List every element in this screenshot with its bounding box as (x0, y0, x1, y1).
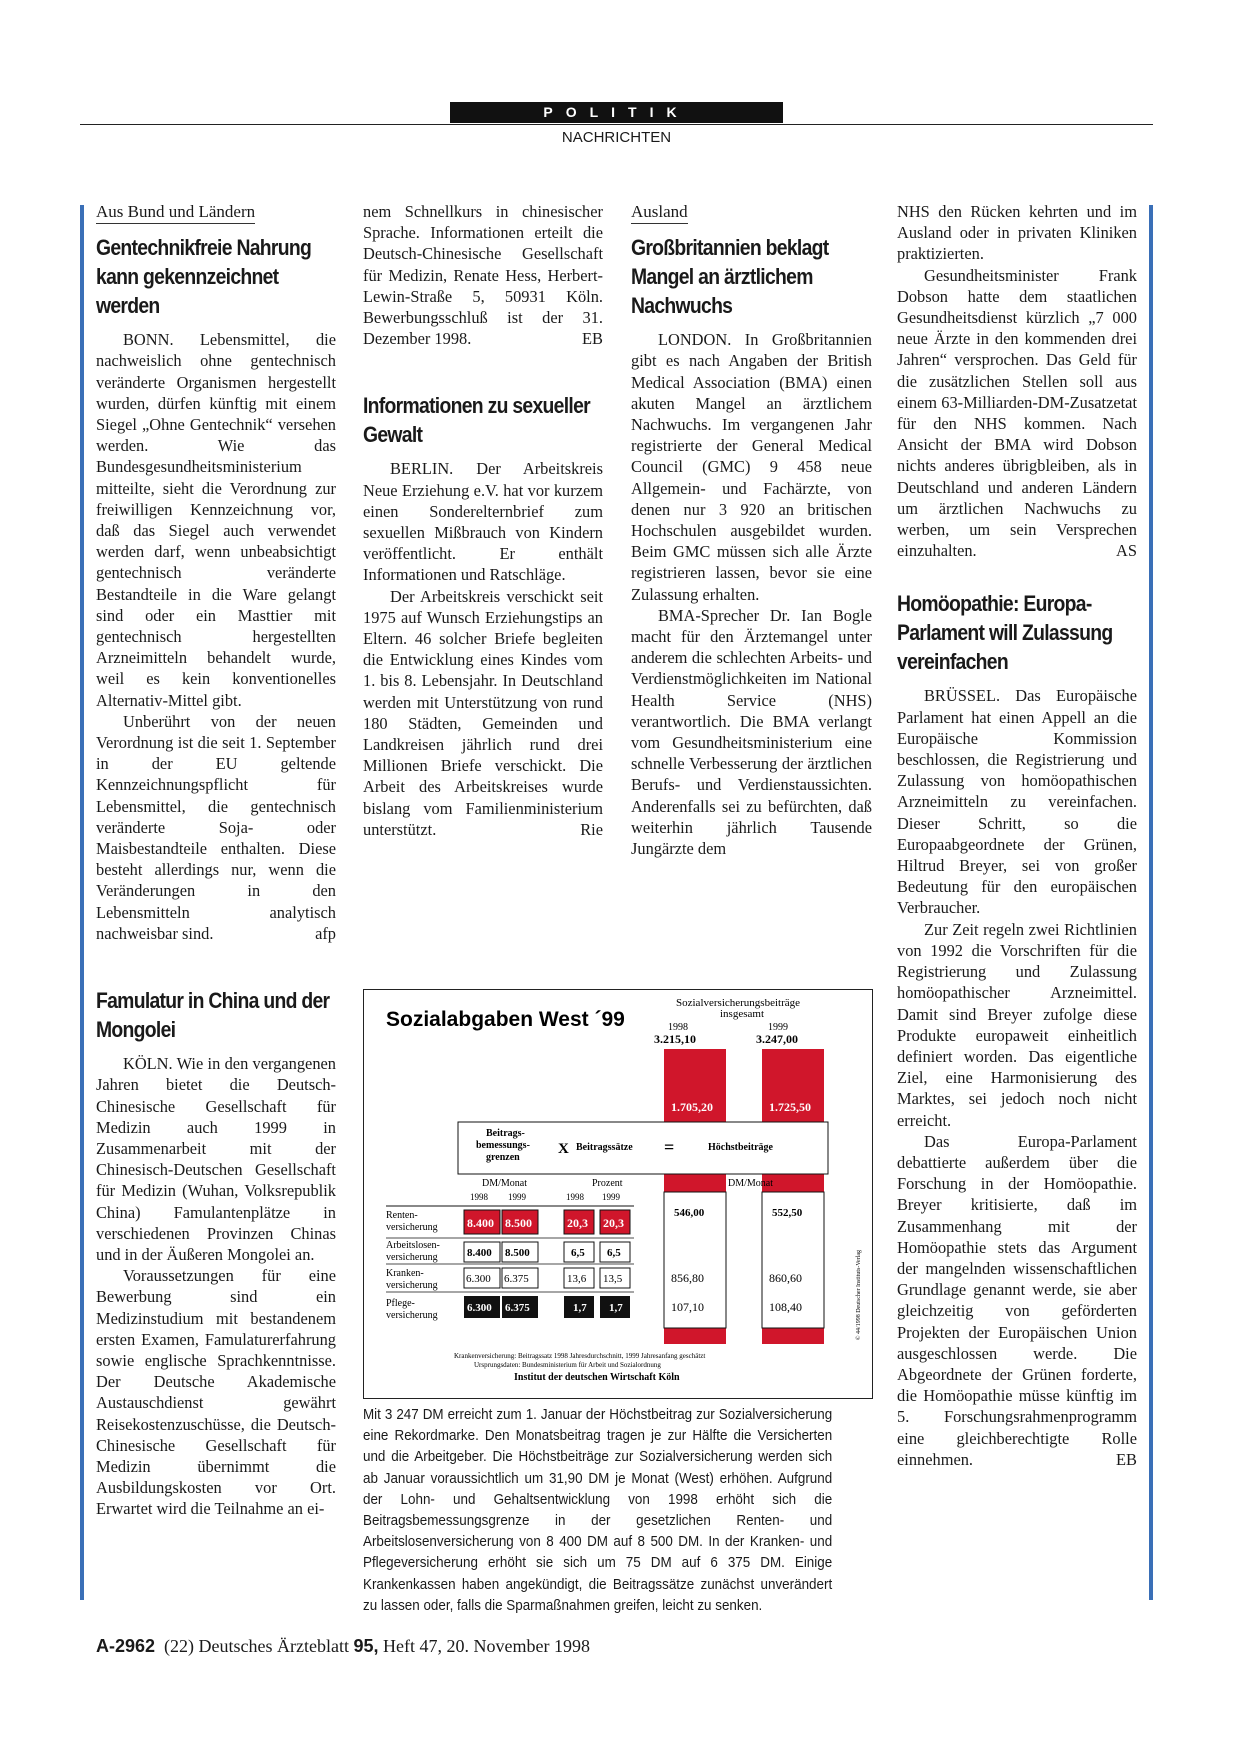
article-paragraph: BMA-Sprecher Dr. Ian Bogle macht für den Ärztemangel unter anderem die schlechten Arbeits- und Verdienstmöglichkeiten im National Health Service (NHS) verantwortlich. Die BMA verlangt vom Gesundheitsministerium eine schnelle Verbesserung der ärztlichen Berufs- und Verdienstaussichten. Anderenfalls sei zu befürchten, daß weiterhin jährlich Tausende Jungärzte dem (631, 605, 872, 859)
cell-value: 20,3 (603, 1216, 624, 1230)
formula-header: Höchstbeiträge (708, 1142, 773, 1153)
infographic-sozialabgaben (363, 989, 873, 1399)
author-signature: EB (1116, 1449, 1137, 1469)
article-paragraph: Der Arbeitskreis verschickt seit 1975 auf Wunsch Erziehungstips an Eltern. 46 solcher Briefe begleiten die Entwicklung eines Kindes vom 1. bis 8. Lebensjahr. In Deutschland werden mit Unterstützung von rund 180 Städten, Gemeinden und Landkreisen jährlich rund drei Millionen Briefe verschickt. Die Arbeit des Arbeitskreises wurde bislang vom Familienministerium unterstützt. Rie (363, 586, 603, 839)
year-label-total: 1998 (668, 1022, 688, 1033)
unit-label: DM/Monat (728, 1178, 773, 1189)
total-label: insgesamt (720, 1008, 764, 1020)
column-1 (96, 201, 336, 1520)
author-signature: afp (315, 923, 336, 943)
column-marker-right (1149, 205, 1153, 1600)
column-2 (363, 201, 603, 840)
row-label: versicherung (386, 1222, 438, 1233)
cell-value: 8.400 (467, 1216, 494, 1230)
article-paragraph: Das Europa-Parlament debattierte außerdem über die Forschung in der Homöopathie. Breyer kritisierte, daß im Zusammenhang mit der Homöopathie stets das Argument der mangelnden wissenschaftlichen Grundlage genannt werde, sie aber gleichzeitig von geförderten Projekten der Europäischen Union ausgeschlossen werde. Die Abgeordnete der Grünen forderte, die Homöopathie müsse künftig im 5. Forschungsrahmenprogramm eine gleichberechtigte Rolle einnehmen. EB (897, 1131, 1137, 1469)
volume-number: 95, (353, 1636, 379, 1656)
cell-value: 6.375 (504, 1273, 529, 1285)
row-label: Arbeitslosen- (386, 1240, 440, 1251)
formula-header: grenzen (486, 1152, 520, 1163)
cell-value: 8.500 (505, 1216, 532, 1230)
article-headline: Großbritannien beklagt Mangel an ärztlichem Nachwuchs (631, 235, 829, 319)
author-signature: Rie (580, 819, 603, 839)
rubric-kicker: Aus Bund und Ländern (96, 201, 255, 224)
author-signature: EB (582, 329, 603, 349)
year-label-total: 1999 (768, 1022, 788, 1033)
formula-header: Beitrags- (486, 1128, 525, 1139)
max-value: 860,60 (769, 1271, 802, 1285)
row-label: Kranken- (386, 1268, 424, 1279)
row-label: Renten- (386, 1210, 418, 1221)
max-value: 107,10 (671, 1300, 704, 1314)
max-value: 856,80 (671, 1271, 704, 1285)
article-paragraph: Gesundheitsminister Frank Dobson hatte dem staatlichen Gesundheitsdienst kürzlich „7 000 neue Ärzte in den kommenden drei Jahren“ versprochen. Das Geld für die zusätzlichen Stellen soll aus einem 63-Milliarden-DM-Zusatzetat für den NHS kommen. Nach Ansicht der BMA wird Dobson nichts anderes übrigbleiben, als in Deutschland und anderen Ländern um ärztlichen Nachwuchs zu werben, um sein Versprechen einzuhalten. AS (897, 265, 1137, 561)
article-paragraph: BONN. Lebensmittel, die nachweislich ohne gentechnisch veränderte Organismen hergestellt wurden, dürfen künftig mit einem Siegel „Ohne Gentechnik“ versehen werden. Wie das Bundesgesundheitsministerium mitteilte, sieht die Verordnung zur freiwilligen Kennzeichnung vor, daß das Siegel auch verwendet werden darf, wenn unbeabsichtigt gentechnisch veränderte Bestandteile in die Ware gelangt sind oder ein Masttier mit gentechnisch hergestellten Arzneimitteln behandelt wurde, weil es kein konventionelles Alternativ-Mittel gibt. (96, 330, 336, 710)
cell-value: 6.300 (467, 1302, 492, 1314)
max-sum-value: 1.725,50 (769, 1100, 811, 1114)
row-label: versicherung (386, 1280, 438, 1291)
cell-value: 1,7 (573, 1302, 587, 1314)
page-footer (96, 1636, 590, 1657)
article-paragraph: nem Schnellkurs in chinesischer Sprache. Informationen erteilt die Deutsch-Chinesische Gesellschaft für Medizin, Renate Hess, Herbert-Lewin-Straße 5, 50931 Köln. Bewerbungsschluß ist der 31. Dezember 1998. EB (363, 202, 603, 349)
max-sum-value: 1.705,20 (671, 1100, 713, 1114)
column-4 (897, 201, 1137, 1470)
section-label: POLITIK (450, 102, 783, 123)
cell-value: 13,5 (603, 1273, 623, 1285)
cell-value: 8.400 (467, 1247, 492, 1259)
rubric-kicker: Ausland (631, 201, 688, 224)
article-paragraph: Unberührt von der neuen Verordnung ist die seit 1. September in der EU geltende Kennzeichnungspflicht für Lebensmittel, die gentechnisch veränderte Soja- oder Maisbestandteile enthalten. Diese besteht allerdings nur, wenn die Veränderungen in den Lebensmitteln analytisch nachweisbar sind. afp (96, 711, 336, 943)
cell-value: 6.300 (466, 1273, 491, 1285)
infographic-svg (364, 990, 872, 1398)
graphic-source: Institut der deutschen Wirtschaft Köln (514, 1372, 680, 1383)
article-headline: Homöopathie: Europa-Parlament will Zulassung vereinfachen (897, 591, 1113, 675)
graphic-footnote: Krankenversicherung: Beitragssatz 1998 Jahresdurchschnitt, 1999 Jahresanfang geschätzt (454, 1352, 706, 1360)
cell-value: 13,6 (567, 1273, 587, 1285)
column-3 (631, 201, 872, 859)
formula-operator: X (558, 1141, 569, 1157)
graphic-caption: Mit 3 247 DM erreicht zum 1. Januar der Höchstbeitrag zur Sozialversicherung eine Rekordmarke. Den Monatsbeitrag tragen je zur Hälfte die Versicherten und die Arbeitgeber. Die Höchstbeiträge zur Sozialversicherung werden sich ab Januar voraussichtlich um 31,90 DM je Monat (West) erhöhen. Aufgrund der Lohn- und Gehaltsentwicklung von 1998 erhöht sich die Beitragsbemessungsgrenze in der gesetzlichen Renten- und Arbeitslosenversicherung von 8 400 DM auf 8 500 DM. In der Kranken- und Pflegeversicherung erhöht sie sich um 75 DM auf 6 375 DM. Einige Krankenkassen haben angekündigt, die Beitragssätze zunächst unverändert zu lassen oder, falls die Sparmaßnahmen greifen, leicht zu senken. (363, 1407, 833, 1614)
total-label: Sozialversicherungsbeiträge (676, 997, 801, 1009)
row-label: versicherung (386, 1310, 438, 1321)
cell-value: 20,3 (567, 1216, 588, 1230)
total-value: 3.215,10 (654, 1032, 696, 1046)
issue-date: Heft 47, 20. November 1998 (383, 1636, 590, 1656)
cell-value: 8.500 (505, 1247, 530, 1259)
max-value: 108,40 (769, 1300, 802, 1314)
year-label: 1998 (566, 1192, 584, 1202)
year-label: 1999 (602, 1192, 620, 1202)
column-marker-left (80, 205, 84, 1600)
article-paragraph: LONDON. In Großbritannien gibt es nach Angaben der British Medical Association (BMA) einen akuten Mangel an ärztlichem Nachwuchs. Im vergangenen Jahr registrierte der General Medical Council (GMC) 9 458 neue Allgemein- und Fachärzte, von denen nur 3 920 an britischen Hochschulen ausgebildet wurden. Beim GMC müssen sich alle Ärzte registrieren lassen, bevor sie eine Zulassung erhalten. (631, 330, 872, 604)
formula-header: Beitragssätze (576, 1142, 633, 1153)
formula-header: bemessungs- (476, 1140, 530, 1151)
max-value: 546,00 (674, 1207, 705, 1219)
article-paragraph: BERLIN. Der Arbeitskreis Neue Erziehung e.V. hat vor kurzem einen Sonderelternbrief zum sexuellen Mißbrauch von Kindern veröffentlicht. Er enthält Informationen und Ratschläge. (363, 459, 603, 585)
subsection-label: NACHRICHTEN (561, 129, 672, 146)
page-number: A-2962 (96, 1636, 156, 1656)
article-paragraph: NHS den Rücken kehrten und im Ausland oder in privaten Kliniken praktizierten. (897, 202, 1137, 264)
cell-value: 1,7 (609, 1302, 623, 1314)
journal-name: (22) Deutsches Ärzteblatt (164, 1636, 349, 1656)
article-headline: Informationen zu sexueller Gewalt (363, 393, 590, 448)
formula-operator: = (664, 1137, 675, 1157)
article-paragraph: Zur Zeit regeln zwei Richtlinien von 1992 die Vorschriften für die Registrierung und Zulassung homöopathischer Arzneimittel. Damit sind Breyer zufolge diese Produkte europaweit einheitlich definiert worden. Das eigentliche Ziel, eine Harmonisierung des Marktes, sei jedoch noch nicht erreicht. (897, 919, 1137, 1130)
total-value: 3.247,00 (756, 1032, 798, 1046)
graphic-footnote: Ursprungsdaten: Bundesministerium für Arbeit und Sozialordnung (474, 1361, 661, 1369)
unit-label: Prozent (592, 1178, 623, 1189)
cell-value: 6,5 (607, 1247, 621, 1259)
row-label: versicherung (386, 1252, 438, 1263)
cell-value: 6.375 (505, 1302, 530, 1314)
author-signature: AS (1116, 541, 1137, 561)
row-label: Pflege- (386, 1298, 415, 1309)
year-label: 1999 (508, 1192, 526, 1202)
year-label: 1998 (470, 1192, 488, 1202)
unit-label: DM/Monat (482, 1178, 527, 1189)
article-headline: Famulatur in China und der Mongolei (96, 988, 330, 1043)
header-rule (80, 124, 1153, 125)
article-paragraph: Voraussetzungen für eine Bewerbung sind ein Medizinstudium mit bestandenem ersten Examen, Famulaturerfahrung sowie englische Sprachkenntnisse. Der Deutsche Akademische Austauschdienst gewährt Reisekostenzuschüsse, die Deutsch-Chinesische Gesellschaft für Medizin übernimmt die Ausbildungskosten vor Ort. Erwartet wird die Teilnahme an ei- (96, 1266, 336, 1519)
infographic-title: Sozialabgaben West ´99 (386, 1008, 625, 1031)
article-paragraph: KÖLN. Wie in den vergangenen Jahren bietet die Deutsch-Chinesische Gesellschaft für Medizin auch 1999 in Zusammenarbeit mit der Chinesisch-Deutschen Gesellschaft für Medizin (Wuhan, Volksrepublik China) Famulantenplätze in verschiedenen Provinzen Chinas und in der Äußeren Mongolei an. (96, 1054, 336, 1264)
graphic-copyright: © 44/1998 Deutscher Instituts-Verlag (856, 1249, 862, 1340)
article-headline: Gentechnikfreie Nahrung kann gekennzeichnet werden (96, 235, 312, 319)
max-value: 552,50 (772, 1207, 803, 1219)
article-paragraph: BRÜSSEL. Das Europäische Parlament hat einen Appell an die Europäische Kommission beschlossen, die Registrierung und Zulassung von homöopathischen Arzneimitteln zu vereinfachen. Dieser Schritt, so die Europaabgeordnete der Grünen, Hiltrud Breyer, sei von großer Bedeutung für den europäischen Verbraucher. (897, 686, 1137, 918)
cell-value: 6,5 (571, 1247, 585, 1259)
